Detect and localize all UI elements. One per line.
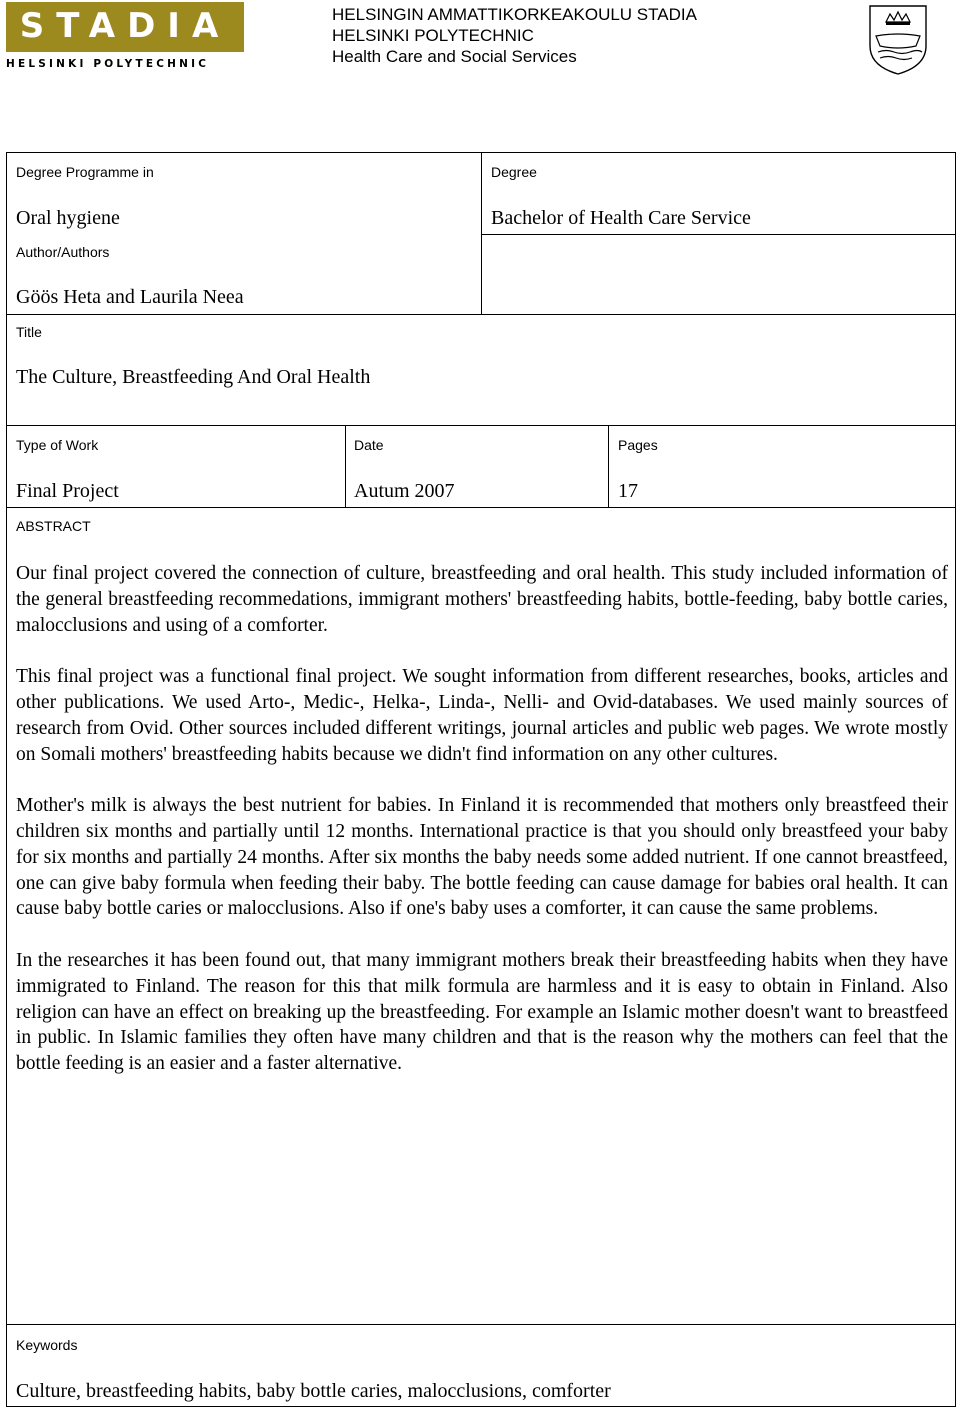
helsinki-coat-of-arms-icon (866, 2, 930, 76)
divider-vertical-degree (481, 153, 482, 314)
authors-value: Göös Heta and Laurila Neea (16, 286, 244, 308)
title-label: Title (16, 324, 42, 340)
divider-keywords (7, 1324, 956, 1325)
degree-value: Bachelor of Health Care Service (491, 207, 751, 229)
degree-programme-value: Oral hygiene (16, 207, 120, 229)
divider-vertical-date (345, 425, 346, 507)
divider-degree (481, 234, 956, 235)
degree-label: Degree (491, 164, 537, 180)
degree-programme-label: Degree Programme in (16, 164, 154, 180)
type-of-work-value: Final Project (16, 480, 119, 502)
abstract-paragraph: This final project was a functional final project. We sought information from different researches, books, articles and other publications. We used Arto-, Medic-, Helka-, Linda-, Nelli- and Ovid-databases. We used mainly sources of research from Ovid. Other sources included different writings, journal articles and public web pages. We wrote mostly on Somali mothers' breastfeeding habits because we didn't find information on any other cultures. (16, 666, 948, 765)
type-of-work-label: Type of Work (16, 437, 99, 453)
abstract-body (16, 561, 948, 1103)
abstract-paragraph: Our final project covered the connection of culture, breastfeeding and oral health. This study included information of the general breastfeeding recommedations, immigrant mothers' breastfeeding habits, bottle-feeding, baby bottle caries, malocclusions and using of a comforter. (16, 563, 948, 636)
date-value: Autum 2007 (354, 480, 455, 502)
institution-header (332, 4, 697, 67)
thesis-abstract-form (6, 152, 956, 1407)
divider-title (7, 425, 956, 426)
institution-name-en: HELSINKI POLYTECHNIC (332, 26, 534, 45)
divider-type (7, 507, 956, 508)
logo-banner (6, 2, 244, 52)
abstract-paragraph: In the researches it has been found out, that many immigrant mothers break their breastfeeding habits when they have immigrated to Finland. The reason for this that milk formula are harmless and it is easy to obtain in Finland. Also religion can have an effect on breaking up the breastfeeding. For example an Islamic mother doesn't want to breastfeed in public. In Islamic families they often have many children and that is the reason why the mothers can feel that the bottle feeding is an easier and a faster alternative. (16, 949, 948, 1075)
keywords-value: Culture, breastfeeding habits, baby bottle caries, malocclusions, comforter (16, 1380, 611, 1402)
logo-word: STADIA (19, 6, 231, 46)
abstract-label: ABSTRACT (16, 518, 91, 534)
department-name: Health Care and Social Services (332, 47, 577, 66)
divider-vertical-pages (608, 425, 609, 507)
logo-subtitle: HELSINKI POLYTECHNIC (6, 58, 210, 70)
stadia-logo (6, 2, 244, 78)
pages-label: Pages (618, 437, 658, 453)
keywords-label: Keywords (16, 1337, 78, 1353)
institution-name-fi: HELSINGIN AMMATTIKORKEAKOULU STADIA (332, 5, 697, 24)
abstract-paragraph: Mother's milk is always the best nutrient for babies. In Finland it is recommended that mothers only breastfeed their children six months and partially until 12 months. International practice is that you should only breastfeed your baby for six months and partially 24 months. After six months the baby needs some added nutrient. If one cannot breastfeed, one can give baby formula when feeding their baby. The bottle feeding can cause damage for babies oral health. It can cause baby bottle caries or malocclusions. Also if one's baby uses a comforter, it can cause the same problems. (16, 795, 948, 920)
title-value: The Culture, Breastfeeding And Oral Health (16, 366, 371, 388)
pages-value: 17 (618, 480, 638, 502)
date-label: Date (354, 437, 384, 453)
divider-authors (7, 314, 956, 315)
authors-label: Author/Authors (16, 244, 110, 260)
